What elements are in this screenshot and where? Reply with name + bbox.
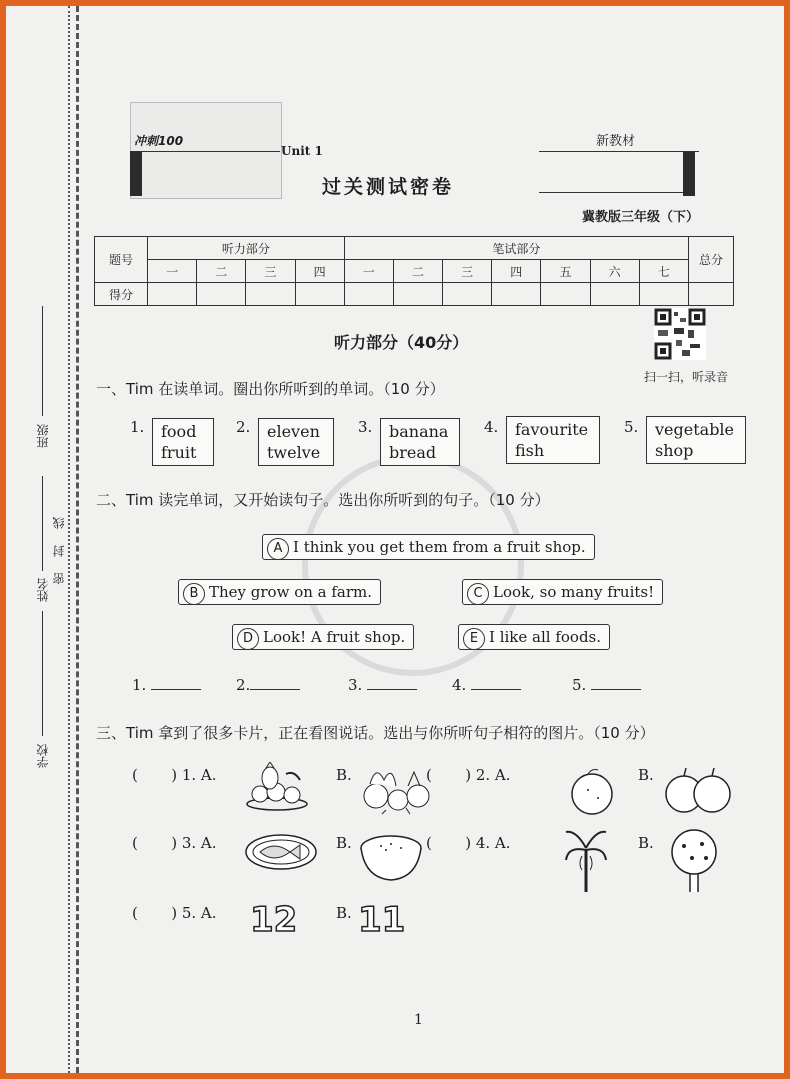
header-rule [130, 151, 280, 152]
qr-code-icon[interactable] [654, 308, 706, 360]
score-cell[interactable] [541, 283, 590, 306]
brand-label: 冲刺100 [134, 134, 184, 148]
score-cell[interactable] [393, 283, 442, 306]
word-choice-box[interactable] [258, 418, 334, 466]
option-b-label: B. [638, 766, 654, 784]
binding-dotted-line [68, 6, 70, 1073]
page-title: 过关测试密卷 [322, 176, 455, 198]
col-header: 五 [541, 260, 590, 283]
answer-blank[interactable] [367, 689, 417, 690]
rice-bowl-icon[interactable] [356, 830, 426, 888]
apples-icon[interactable] [660, 766, 736, 820]
class-label: 班级 [36, 424, 50, 448]
school-blank-line [42, 611, 43, 736]
section-2-title: 二、Tim 读完单词，又开始读句子。选出你所听到的句子。（10 分） [96, 491, 550, 509]
word-option[interactable]: banana [389, 422, 449, 441]
word-choice-box[interactable] [152, 418, 214, 466]
exam-page [6, 6, 784, 1073]
answer-blank[interactable] [151, 689, 201, 690]
sentence-option-c[interactable] [462, 579, 663, 605]
question-item-2[interactable]: ( ) 2. A. [426, 766, 511, 784]
option-letter: E [463, 628, 485, 650]
option-text: Look, so many fruits! [493, 583, 655, 601]
fruit-tree-icon[interactable] [662, 828, 726, 896]
question-item-4[interactable]: ( ) 4. A. [426, 834, 511, 852]
orange-icon[interactable] [562, 766, 622, 820]
sentence-option-a[interactable] [262, 534, 595, 560]
option-text: I like all foods. [489, 628, 602, 646]
score-cell[interactable] [443, 283, 492, 306]
col-header: 六 [590, 260, 639, 283]
binding-dashed-line [76, 6, 79, 1073]
section-3-title: 三、Tim 拿到了很多卡片，正在看图说话。选出与你所听句子相符的图片。（10 分） [96, 724, 655, 742]
header-left-bar [130, 151, 142, 196]
word-option[interactable]: shop [655, 441, 694, 460]
answer-blank[interactable] [591, 689, 641, 690]
seal-line-label: 密 封 线 [52, 511, 66, 585]
writing-label: 笔试部分 [344, 237, 688, 260]
word-choice-box[interactable] [506, 416, 600, 464]
answer-blank-item[interactable]: 1. [132, 676, 201, 694]
header-rule-right [539, 151, 699, 152]
answer-blank[interactable] [471, 689, 521, 690]
new-material-label: 新教材 [596, 134, 636, 149]
answer-blank-item[interactable]: 4. [452, 676, 521, 694]
row-label-score: 得分 [95, 283, 148, 306]
item-number: 2. [236, 418, 251, 436]
col-header: 四 [492, 260, 541, 283]
score-cell[interactable] [148, 283, 197, 306]
score-cell[interactable] [246, 283, 295, 306]
item-number: 1. [130, 418, 145, 436]
word-option[interactable]: fish [515, 441, 545, 460]
question-item-5[interactable]: ( ) 5. A. [132, 904, 217, 922]
section-1-title: 一、Tim 在读单词。圈出你所听到的单词。（10 分） [96, 380, 445, 398]
col-header: 四 [295, 260, 344, 283]
answer-blank-item[interactable]: 2. [236, 676, 300, 694]
word-option[interactable]: vegetable [655, 420, 735, 439]
number-eleven[interactable]: 11 [358, 900, 406, 940]
score-cell[interactable] [295, 283, 344, 306]
qr-caption: 扫一扫，听录音 [644, 370, 729, 384]
option-b-label: B. [336, 834, 352, 852]
option-text: I think you get them from a fruit shop. [293, 538, 586, 556]
option-b-label: B. [336, 904, 352, 922]
word-option[interactable]: favourite [515, 420, 589, 439]
col-header: 一 [344, 260, 393, 283]
score-cell[interactable] [344, 283, 393, 306]
col-header: 三 [443, 260, 492, 283]
col-header: 七 [639, 260, 688, 283]
banana-tree-icon[interactable] [564, 826, 610, 896]
name-label: 姓名 [36, 578, 50, 602]
option-letter: D [237, 628, 259, 650]
word-option[interactable]: fruit [161, 443, 197, 462]
option-b-label: B. [638, 834, 654, 852]
option-b-label: B. [336, 766, 352, 784]
name-blank-line [42, 476, 43, 571]
header-right-bar [683, 151, 695, 196]
word-choice-box[interactable] [646, 416, 746, 464]
total-label: 总分 [689, 237, 734, 283]
col-header: 一 [148, 260, 197, 283]
option-letter: A [267, 538, 289, 560]
school-label: 学校 [36, 744, 50, 768]
row-label-number: 题号 [95, 237, 148, 283]
option-letter: C [467, 583, 489, 605]
header-rule-right-bottom [539, 192, 683, 193]
col-header: 三 [246, 260, 295, 283]
sentence-option-e[interactable] [458, 624, 610, 650]
score-cell[interactable] [639, 283, 688, 306]
answer-blank[interactable] [250, 689, 300, 690]
col-header: 二 [197, 260, 246, 283]
col-header: 二 [393, 260, 442, 283]
question-item-3[interactable]: ( ) 3. A. [132, 834, 217, 852]
unit-label: Unit 1 [281, 144, 323, 158]
word-choice-box[interactable] [380, 418, 460, 466]
option-text: They grow on a farm. [209, 583, 373, 601]
item-number: 4. [484, 418, 499, 436]
score-cell[interactable] [492, 283, 541, 306]
vegetables-icon[interactable] [356, 762, 436, 820]
page-number: 1 [414, 1012, 423, 1028]
class-blank-line [42, 306, 43, 416]
option-letter: B [183, 583, 205, 605]
item-number: 5. [624, 418, 639, 436]
fish-dish-icon[interactable] [244, 832, 318, 876]
word-option[interactable]: twelve [267, 443, 321, 462]
option-text: Look! A fruit shop. [263, 628, 406, 646]
sentence-option-b[interactable] [178, 579, 381, 605]
edition-label: 冀教版三年级（下） [582, 210, 700, 225]
item-number: 3. [358, 418, 373, 436]
word-option[interactable]: bread [389, 443, 437, 462]
sentence-option-d[interactable] [232, 624, 414, 650]
listening-section-header: 听力部分（40分） [334, 333, 469, 352]
word-option[interactable]: eleven [267, 422, 320, 441]
listening-label: 听力部分 [148, 237, 345, 260]
question-item-1[interactable]: ( ) 1. A. [132, 766, 217, 784]
score-cell[interactable] [590, 283, 639, 306]
number-twelve[interactable]: 12 [250, 900, 298, 940]
score-cell[interactable] [689, 283, 734, 306]
answer-blank-item[interactable]: 3. [348, 676, 417, 694]
word-option[interactable]: food [161, 422, 197, 441]
score-cell[interactable] [197, 283, 246, 306]
fruit-basket-icon[interactable] [242, 762, 312, 816]
score-table [94, 236, 734, 306]
answer-blank-item[interactable]: 5. [572, 676, 641, 694]
